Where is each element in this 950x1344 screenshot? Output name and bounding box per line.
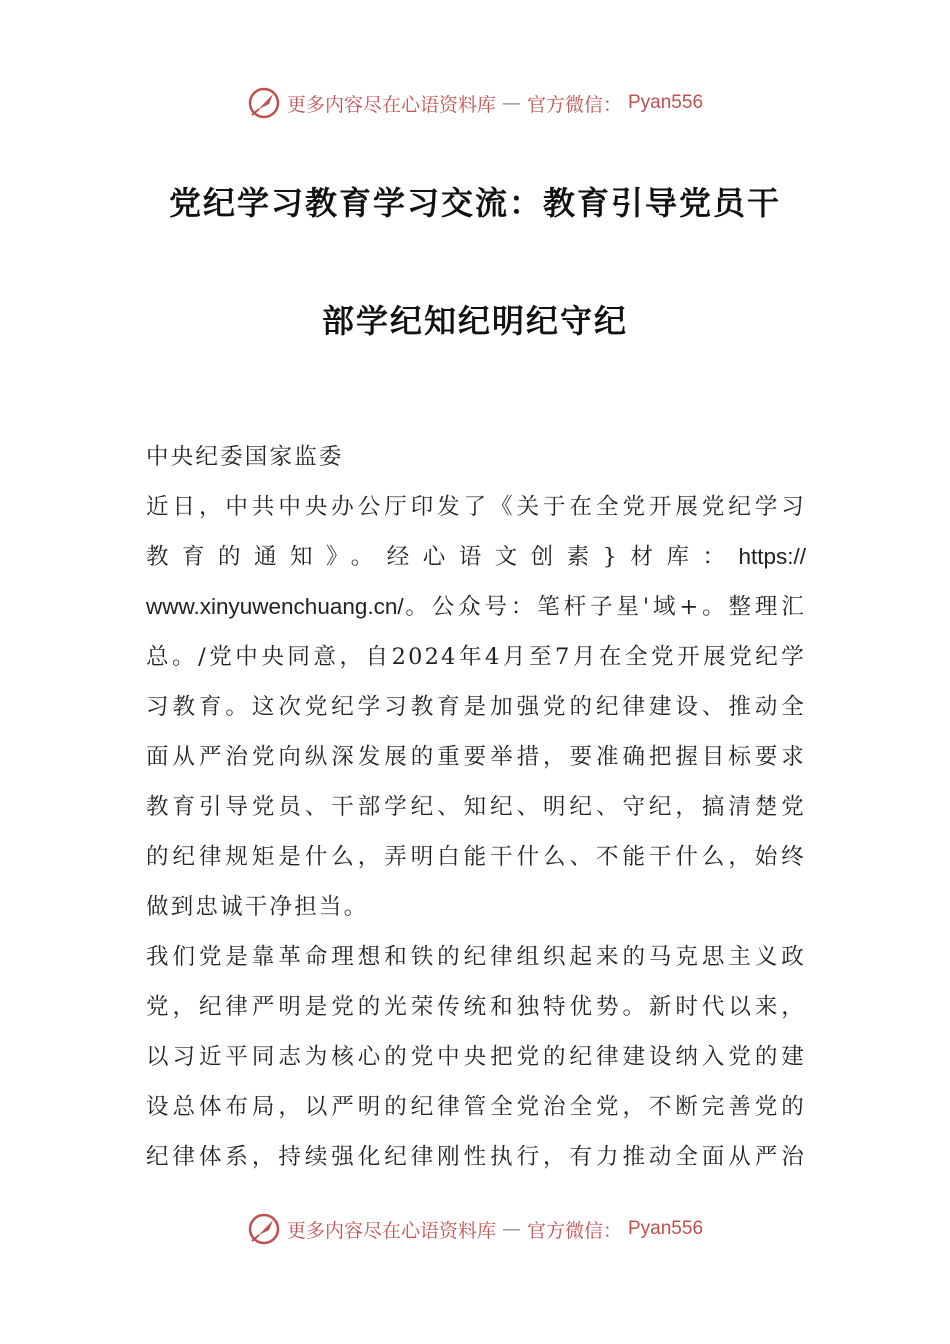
watermark-main-text: 更多内容尽在心语资料库 bbox=[286, 1219, 496, 1242]
paragraph-1-line-4: 总。/党中央同意，自2024年4月至7月在全党开展党纪学 bbox=[146, 644, 806, 670]
document-title-line-1: 党纪学习教育学习交流：教育引导党员干 bbox=[168, 184, 781, 222]
paragraph-1-line-2 bbox=[146, 532, 806, 582]
header-watermark bbox=[0, 86, 950, 120]
paragraph-1-line-6: 面从严治党向纵深发展的重要举措，要准确把握目标要求 bbox=[146, 744, 806, 770]
watermark-brand: Pyan556 bbox=[628, 92, 704, 113]
paragraph-2-line-1: 我们党是靠革命理想和铁的纪律组织起来的马克思主义政 bbox=[146, 944, 806, 970]
document-title-line-2: 部学纪知纪明纪守纪 bbox=[321, 302, 628, 340]
paragraph-2-line-3: 以习近平同志为核心的党中央把党的纪律建设纳入党的建 bbox=[146, 1044, 806, 1070]
url-part-1: https:// bbox=[738, 544, 806, 569]
paragraph-1-line-3-text: 。公众号：笔杆子星'域+。整理汇 bbox=[403, 594, 806, 620]
quill-logo-icon bbox=[247, 1212, 281, 1246]
quill-logo-icon bbox=[247, 86, 281, 120]
watermark-brand: Pyan556 bbox=[628, 1218, 704, 1239]
paragraph-1-line-8: 的纪律规矩是什么，弄明白能干什么、不能干什么，始终 bbox=[146, 844, 806, 870]
watermark-wechat-label: 官方微信： bbox=[526, 93, 622, 116]
paragraph-1-line-9: 做到忠诚干净担当。 bbox=[146, 894, 369, 920]
source-line: 中央纪委国家监委 bbox=[146, 444, 344, 470]
watermark-separator: — bbox=[501, 1218, 521, 1240]
paragraph-2-line-2: 党，纪律严明是党的光荣传统和独特优势。新时代以来， bbox=[146, 994, 806, 1020]
paragraph-2-line-4: 设总体布局，以严明的纪律管全党治全党，不断完善党的 bbox=[146, 1094, 806, 1120]
paragraph-2-line-5: 纪律体系，持续强化纪律刚性执行，有力推动全面从严治 bbox=[146, 1144, 806, 1170]
watermark-wechat-label: 官方微信： bbox=[526, 1219, 622, 1242]
paragraph-1-line-5: 习教育。这次党纪学习教育是加强党的纪律建设、推动全 bbox=[146, 694, 806, 720]
paragraph-1-line-3 bbox=[146, 582, 806, 632]
paragraph-1-line-2-text: 教育的通知》。经心语文创素}材库： bbox=[146, 544, 739, 570]
footer-watermark bbox=[0, 1212, 950, 1246]
watermark-main-text: 更多内容尽在心语资料库 bbox=[286, 93, 496, 116]
url-part-2: www.xinyuwenchuang.cn/ bbox=[146, 594, 404, 619]
document-body bbox=[146, 432, 806, 1182]
paragraph-1-line-7: 教育引导党员、干部学纪、知纪、明纪、守纪，搞清楚党 bbox=[146, 794, 806, 820]
paragraph-1-line-1: 近日，中共中央办公厅印发了《关于在全党开展党纪学习 bbox=[146, 494, 806, 520]
watermark-separator: — bbox=[501, 92, 521, 114]
